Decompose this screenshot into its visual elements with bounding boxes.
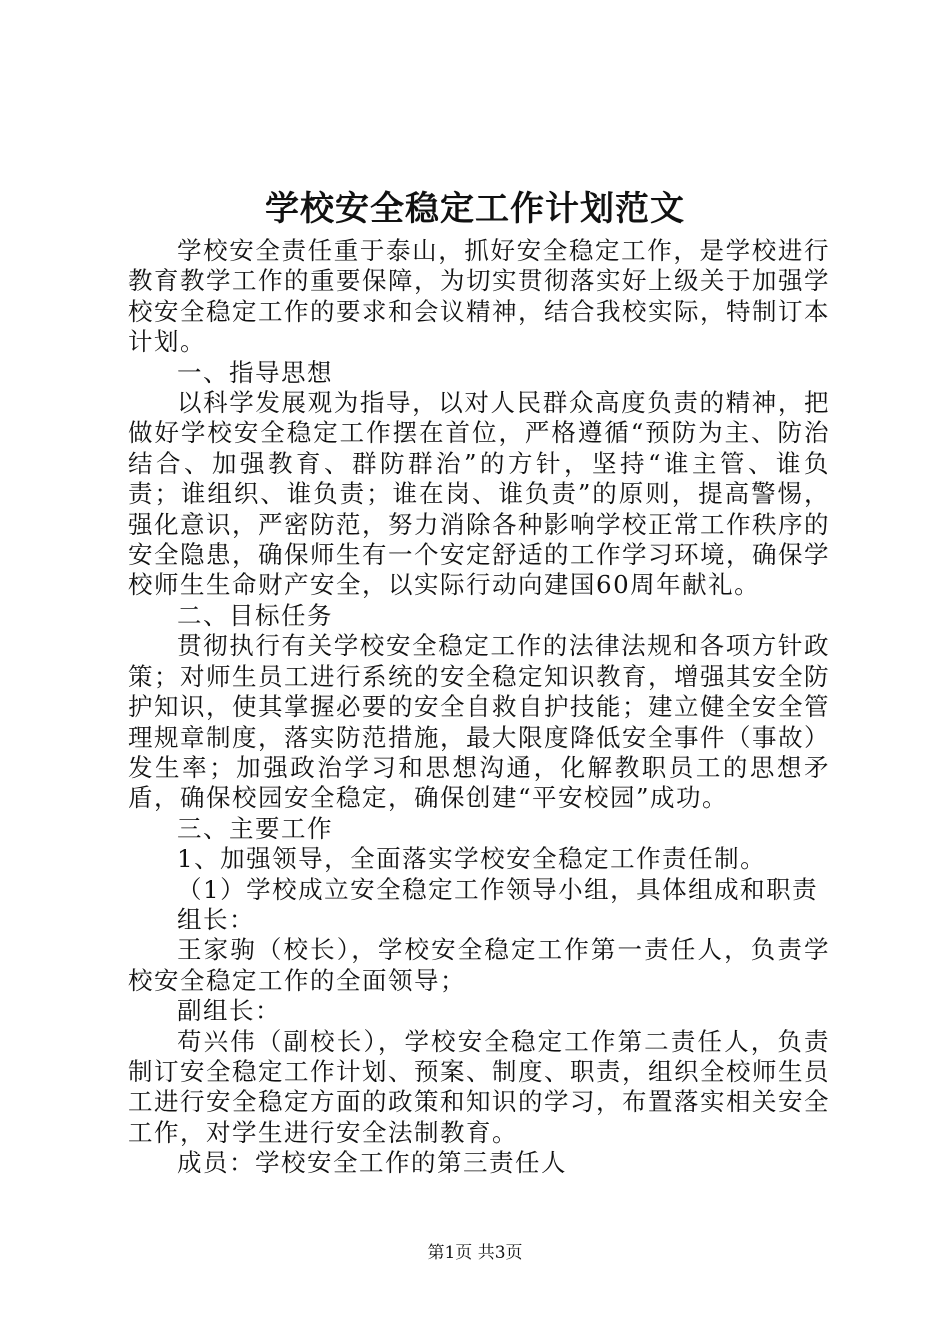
document-body (128, 236, 830, 1179)
paragraph-guiding-thought: 以科学发展观为指导，以对人民群众高度负责的精神，把做好学校安全稳定工作摆在首位，严格遵循“预防为主、防治结合、加强教育、群防群治”的方针，坚持“谁主管、谁负责；谁组织、谁负责；谁在岗、谁负责”的原则，提高警惕，强化意识，严密防范，努力消除各种影响学校正常工作秩序的安全隐患，确保师生有一个安定舒适的工作学习环境，确保学校师生生命财产安全，以实际行动向建国60周年献礼。 (128, 388, 830, 600)
paragraph-subitem-1: （1）学校成立安全稳定工作领导小组，具体组成和职责 (177, 874, 819, 904)
paragraph-intro: 学校安全责任重于泰山，抓好安全稳定工作，是学校进行教育教学工作的重要保障，为切实贯彻落实好上级关于加强学校安全稳定工作的要求和会议精神，结合我校实际，特制订本计划。 (128, 236, 830, 357)
paragraph-members: 成员：学校安全工作的第三责任人 (177, 1148, 567, 1178)
page-number: 第1页 共3页 (427, 1243, 523, 1263)
paragraph-goals: 贯彻执行有关学校安全稳定工作的法律法规和各项方针政策；对师生员工进行系统的安全稳定知识教育，增强其安全防护知识，使其掌握必要的安全自救自护技能；建立健全安全管理规章制度，落实防范措施，最大限度降低安全事件（事故）发生率；加强政治学习和思想沟通，化解教职员工的思想矛盾，确保校园安全稳定，确保创建“平安校园”成功。 (128, 631, 830, 813)
document-title: 学校安全稳定工作计划范文 (265, 189, 685, 229)
paragraph-item-1: 1、加强领导，全面落实学校安全稳定工作责任制。 (177, 844, 767, 874)
section-heading-goals: 二、目标任务 (177, 600, 333, 630)
section-heading-main-work: 三、主要工作 (177, 813, 333, 843)
label-deputy-leader: 副组长： (177, 996, 281, 1026)
section-heading-guiding-thought: 一、指导思想 (177, 357, 333, 387)
paragraph-deputy-leader: 苟兴伟（副校长），学校安全稳定工作第二责任人，负责制订安全稳定工作计划、预案、制度、职责，组织全校师生员工进行安全稳定方面的政策和知识的学习，布置落实相关安全工作，对学生进行安全法制教育。 (128, 1026, 830, 1147)
label-group-leader: 组长： (177, 904, 255, 934)
paragraph-group-leader: 王家驹（校长），学校安全稳定工作第一责任人，负责学校安全稳定工作的全面领导； (128, 935, 830, 995)
